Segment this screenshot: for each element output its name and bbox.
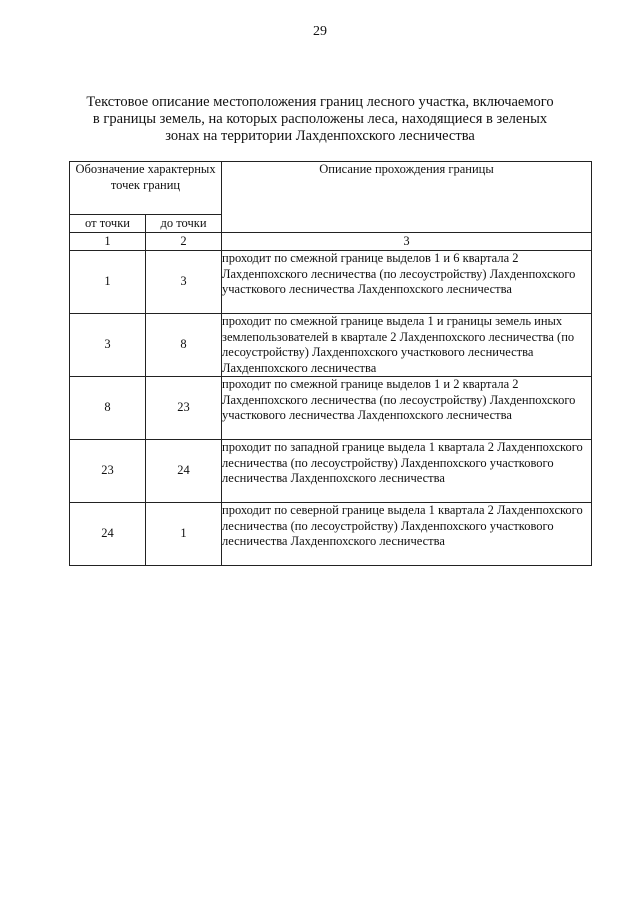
to-point: 1 — [146, 503, 222, 566]
title-line: зонах на территории Лахденпохского лесничества — [165, 128, 475, 144]
to-point: 8 — [146, 314, 222, 377]
table-row — [70, 377, 592, 440]
to-point: 23 — [146, 377, 222, 440]
from-point: 24 — [70, 503, 146, 566]
to-point: 24 — [146, 440, 222, 503]
title-line: Текстовое описание местоположения границ лесного участка, включаемого — [86, 94, 554, 110]
from-point: 3 — [70, 314, 146, 377]
boundary-table — [69, 161, 592, 566]
header-points: Обозначение характерных точек границ — [70, 162, 222, 215]
table-row — [70, 251, 592, 314]
column-number: 1 — [70, 233, 146, 251]
header-to-point: до точки — [146, 215, 222, 233]
header-from-point: от точки — [70, 215, 146, 233]
boundary-description: проходит по северной границе выдела 1 квартала 2 Лахденпохского лесничества (по лесоустройству) Лахденпохского участкового лесничества Лахденпохского лесничества — [222, 503, 592, 566]
table-row — [70, 503, 592, 566]
from-point: 1 — [70, 251, 146, 314]
document-title — [80, 94, 560, 145]
table-row — [70, 440, 592, 503]
from-point: 8 — [70, 377, 146, 440]
page-number: 29 — [313, 24, 327, 39]
title-line: в границы земель, на которых расположены леса, находящиеся в зеленых — [92, 111, 548, 127]
boundary-description: проходит по западной границе выдела 1 квартала 2 Лахденпохского лесничества (по лесоустройству) Лахденпохского участкового лесничества Лахденпохского лесничества — [222, 440, 592, 503]
boundary-description: проходит по смежной границе выдела 1 и границы земель иных землепользователей в квартале 2 Лахденпохского лесничества (по лесоустройству) Лахденпохского участкового лесничества Лахденпохского лесничества — [222, 314, 592, 377]
to-point: 3 — [146, 251, 222, 314]
from-point: 23 — [70, 440, 146, 503]
table-row — [70, 314, 592, 377]
boundary-description: проходит по смежной границе выделов 1 и 6 квартала 2 Лахденпохского лесничества (по лесоустройству) Лахденпохского участкового лесничества Лахденпохского лесничества — [222, 251, 592, 314]
column-number: 3 — [222, 233, 592, 251]
boundary-description: проходит по смежной границе выделов 1 и 2 квартала 2 Лахденпохского лесничества (по лесоустройству) Лахденпохского участкового лесничества Лахденпохского лесничества — [222, 377, 592, 440]
header-description: Описание прохождения границы — [222, 162, 592, 233]
column-number: 2 — [146, 233, 222, 251]
